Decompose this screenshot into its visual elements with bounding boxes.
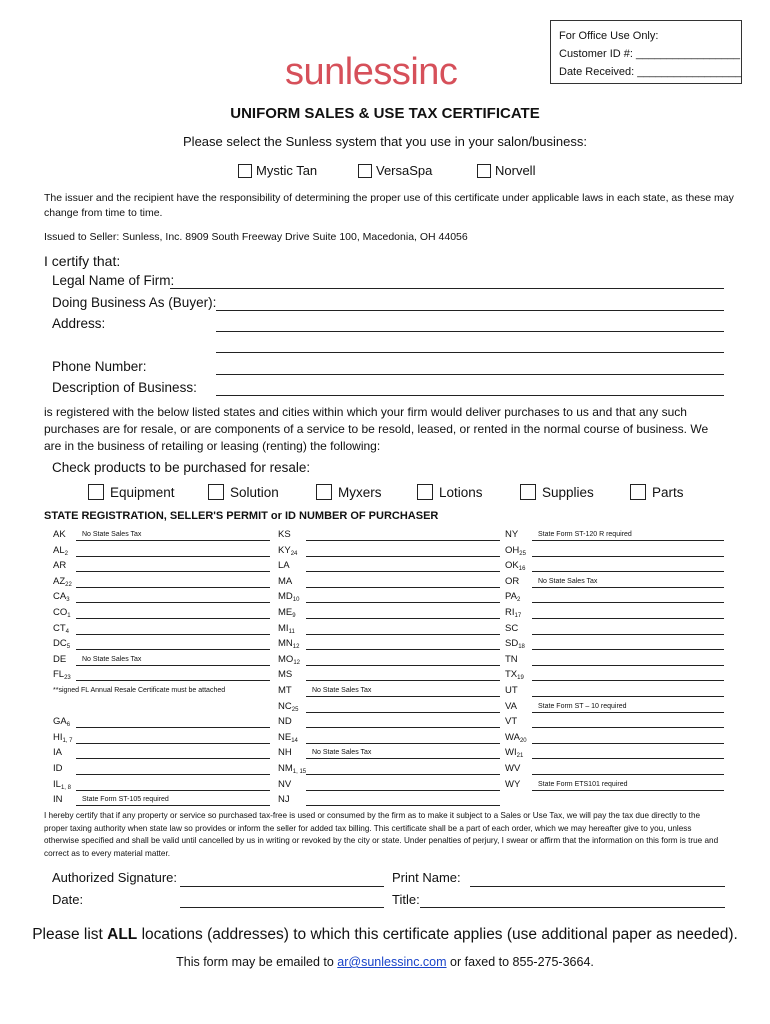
state-permit-field-nc[interactable] (306, 712, 500, 713)
state-code-ar: AR (53, 560, 67, 572)
state-permit-field-ok[interactable] (532, 571, 724, 572)
parts-checkbox[interactable] (630, 484, 646, 500)
product-equipment[interactable] (88, 484, 175, 500)
product-myxers[interactable] (316, 484, 382, 500)
system-option-mystic-tan[interactable] (238, 163, 317, 178)
title-label: Title: (392, 892, 420, 907)
state-code-nc: $NC_{25}$ (278, 700, 299, 713)
state-permit-field-dc[interactable] (76, 649, 270, 650)
state-permit-field-az[interactable] (76, 587, 270, 588)
mystic-tan-checkbox[interactable] (238, 164, 252, 178)
system-option-norvell[interactable] (477, 163, 535, 178)
product-label: Parts (652, 484, 684, 500)
state-permit-field-ne[interactable] (306, 743, 500, 744)
state-code-ut: UT (505, 685, 518, 696)
state-permit-field-al[interactable] (76, 556, 270, 557)
state-permit-field-mn[interactable] (306, 649, 500, 650)
state-code-md: $MD_{10}$ (278, 591, 300, 604)
state-code-wv: WV (505, 763, 521, 774)
registered-text: is registered with the below listed states and cities within which your firm would deliver purchases to us and that any such purchases are for resale, or are components of a service to be resold, leased, or rented in the normal course of business. We are in the business of retailing or leasing (renting) the following: (44, 405, 709, 453)
myxers-checkbox[interactable] (316, 484, 332, 500)
state-permit-field-vt[interactable] (532, 727, 724, 728)
system-label: VersaSpa (376, 163, 433, 178)
office-use-box (550, 20, 742, 84)
state-permit-field-me[interactable] (306, 618, 500, 619)
state-code-fl: $FL_{23}$ (53, 669, 71, 682)
product-solution[interactable] (208, 484, 279, 500)
state-permit-field-nv[interactable] (306, 790, 500, 791)
state-code-tx: $TX_{19}$ (505, 669, 524, 682)
state-code-tn: TN (505, 653, 518, 665)
state-code-sd: $SD_{18}$ (505, 638, 525, 651)
state-code-ak: AK (53, 529, 66, 540)
state-permit-field-sc[interactable] (532, 634, 724, 635)
state-code-ca: $CA_3$ (53, 591, 70, 604)
date-received-field[interactable]: Date Received: _________________ (559, 66, 742, 78)
products-prompt: Check products to be purchased for resale: (52, 460, 311, 475)
state-code-wa: $WA_{20}$ (505, 731, 527, 744)
state-permit-field-ca[interactable] (76, 602, 270, 603)
state-code-me: $ME_9$ (278, 607, 296, 619)
state-code-mt: MT (278, 685, 292, 696)
state-permit-field-wv[interactable] (532, 774, 724, 775)
state-permit-field-ga[interactable] (76, 727, 270, 728)
locations-instruction: Please list ALL locations (addresses) to which this certificate applies (use additional paper as needed). (32, 926, 738, 943)
state-code-ms: MS (278, 669, 293, 681)
state-code-hi: $HI_{1, 7}$ (53, 731, 73, 744)
authorized-signature-field[interactable] (180, 886, 384, 887)
state-note: State Form ST-120 R required (538, 531, 632, 538)
state-permit-field-nh[interactable] (306, 758, 500, 759)
address-field-line2[interactable] (216, 352, 724, 353)
office-use-title: For Office Use Only: (559, 30, 659, 42)
state-code-la: LA (278, 560, 290, 572)
email-link[interactable]: ar@sunlessinc.com (337, 955, 447, 969)
state-code-il: $IL_{1, 8}$ (53, 778, 71, 791)
state-permit-field-de[interactable] (76, 665, 270, 666)
state-permit-field-nd[interactable] (306, 727, 500, 728)
address-label: Address: (52, 316, 106, 331)
state-permit-field-nm[interactable] (306, 774, 500, 775)
state-permit-field-id[interactable] (76, 774, 270, 775)
norvell-checkbox[interactable] (477, 164, 491, 178)
state-permit-field-ut[interactable] (532, 696, 724, 697)
state-note: No State Sales Tax (538, 577, 598, 585)
equipment-checkbox[interactable] (88, 484, 104, 500)
sunless-logo: sunlessinc (285, 51, 458, 93)
dba-label: Doing Business As (Buyer): (52, 295, 217, 310)
state-permit-field-wy[interactable] (532, 790, 724, 791)
state-code-in: IN (53, 794, 63, 806)
state-permit-field-va[interactable] (532, 712, 724, 713)
certify-heading: I certify that: (44, 253, 121, 269)
state-permit-field-ms[interactable] (306, 680, 500, 681)
state-code-ne: $NE_{14}$ (278, 731, 298, 744)
state-permit-field-tn[interactable] (532, 665, 724, 666)
state-code-nd: ND (278, 716, 292, 728)
product-parts[interactable] (630, 484, 684, 500)
product-label: Lotions (439, 484, 483, 500)
state-permit-field-mo[interactable] (306, 665, 500, 666)
solution-checkbox[interactable] (208, 484, 224, 500)
state-note: State Form ST – 10 required (538, 702, 627, 710)
state-code-ok: $OK_{16}$ (505, 560, 526, 573)
state-permit-field-ia[interactable] (76, 758, 270, 759)
state-permit-field-wi[interactable] (532, 758, 724, 759)
state-permit-field-ks[interactable] (306, 540, 500, 541)
state-permit-field-sd[interactable] (532, 649, 724, 650)
responsibility-text: The issuer and the recipient have the responsibility of determining the proper use of this certificate under applicable laws in each state, as these may change from time to time. (44, 192, 734, 219)
lotions-checkbox[interactable] (417, 484, 433, 500)
state-permit-field-il[interactable] (76, 790, 270, 791)
state-note: No State Sales Tax (82, 655, 142, 663)
state-code-sc: SC (505, 622, 519, 634)
state-registration-heading: STATE REGISTRATION, SELLER'S PERMIT or ID NUMBER OF PURCHASER (44, 510, 439, 522)
state-code-nj: NJ (278, 794, 290, 806)
state-code-co: $CO_1$ (53, 607, 71, 619)
system-select-prompt: Please select the Sunless system that you use in your salon/business: (183, 134, 587, 149)
state-permit-field-wa[interactable] (532, 743, 724, 744)
state-permit-field-ky[interactable] (306, 556, 500, 557)
product-label: Solution (230, 484, 279, 500)
state-permit-field-mt[interactable] (306, 696, 500, 697)
state-code-az: $AZ_{22}$ (53, 575, 72, 588)
state-code-or: OR (505, 575, 520, 587)
state-permit-field-or[interactable] (532, 587, 724, 588)
state-code-de: DE (53, 653, 67, 665)
system-label: Norvell (495, 163, 536, 178)
state-permit-field-la[interactable] (306, 571, 500, 572)
state-code-al: $AL_2$ (53, 544, 68, 557)
product-lotions[interactable] (417, 484, 483, 500)
state-code-va: VA (505, 700, 517, 712)
state-code-dc: $DC_5$ (53, 638, 71, 651)
state-code-ma: MA (278, 575, 293, 587)
state-code-ny: NY (505, 529, 519, 540)
state-permit-field-oh[interactable] (532, 556, 724, 557)
state-note: No State Sales Tax (312, 687, 372, 694)
state-code-ga: $GA_6$ (53, 716, 71, 729)
state-code-mn: $MN_{12}$ (278, 638, 300, 651)
state-permit-field-fl[interactable] (76, 680, 270, 681)
state-code-nm: $NM_{1, 15}$ (278, 763, 307, 775)
state-note: State Form ETS101 required (538, 780, 628, 788)
authorized-signature-label: Authorized Signature: (52, 870, 178, 885)
product-label: Supplies (542, 484, 594, 500)
state-code-oh: $OH_{25}$ (505, 544, 526, 557)
address-field-line1[interactable] (216, 331, 724, 332)
state-code-ia: IA (53, 747, 62, 759)
state-permit-field-tx[interactable] (532, 680, 724, 681)
date-label: Date: (52, 892, 84, 907)
print-name-field[interactable] (470, 886, 725, 887)
state-permit-field-ny[interactable] (532, 540, 724, 541)
legal-name-label: Legal Name of Firm: (52, 273, 175, 288)
state-code-ct: $CT_4$ (53, 622, 70, 635)
state-code-vt: VT (505, 716, 518, 728)
customer-id-field[interactable]: Customer ID #: _________________ (559, 48, 741, 60)
state-permit-field-hi[interactable] (76, 743, 270, 744)
state-code-ky: $KY_{24}$ (278, 544, 298, 557)
contact-line: This form may be emailed to ar@sunlessinc.com or faxed to 855-275-3664. (176, 955, 594, 969)
state-code-id: ID (53, 763, 63, 774)
state-code-nv: NV (278, 778, 292, 790)
issued-to-seller: Issued to Seller: Sunless, Inc. 8909 South Freeway Drive Suite 100, Macedonia, OH 44056 (44, 231, 468, 243)
state-permit-field-ak[interactable] (76, 540, 270, 541)
legal-name-field[interactable] (170, 288, 724, 289)
certification-text: I hereby certify that if any property or service so purchased tax-free is used or consumed by the firm as to make it subject to a Sales or Use Tax, we will pay the tax due directly to the proper taxing authority when state law so provides or inform the seller for added tax billing. This certificate shall be a part of each order, which we may hereafter give to you, unless otherwise specified and shall be valid until cancelled by us in writing or revoked by the city or state. Under penalties of perjury, I swear or affirm that the information on this form is true and correct as to every material matter. (44, 811, 719, 858)
state-code-mi: $MI_{11}$ (278, 622, 295, 635)
system-option-versaspa[interactable] (358, 163, 432, 178)
state-permit-field-ar[interactable] (76, 571, 270, 572)
state-note: State Form ST-105 required (82, 796, 169, 804)
title-field[interactable] (420, 907, 725, 908)
state-permit-field-pa[interactable] (532, 602, 724, 603)
state-permit-field-ct[interactable] (76, 634, 270, 635)
state-code-ri: $RI_{17}$ (505, 607, 522, 619)
product-label: Equipment (110, 484, 175, 500)
state-code-nh: NH (278, 747, 292, 759)
system-label: Mystic Tan (256, 163, 318, 178)
fl-certificate-note: **signed FL Annual Resale Certificate must be attached (53, 687, 226, 694)
phone-field[interactable] (216, 374, 724, 375)
form-title: UNIFORM SALES & USE TAX CERTIFICATE (230, 105, 540, 122)
state-code-ks: KS (278, 529, 291, 540)
state-code-mo: $MO_{12}$ (278, 653, 300, 666)
state-code-wy: WY (505, 778, 521, 790)
dba-field[interactable] (216, 310, 724, 311)
state-permit-field-nj[interactable] (306, 805, 500, 806)
state-permit-field-ma[interactable] (306, 587, 500, 588)
state-permit-field-in[interactable] (76, 805, 270, 806)
print-name-label: Print Name: (392, 870, 461, 885)
description-field[interactable] (216, 395, 724, 396)
date-field[interactable] (180, 907, 384, 908)
state-code-wi: $WI_{21}$ (505, 747, 524, 760)
state-permit-field-co[interactable] (76, 618, 270, 619)
state-permit-field-md[interactable] (306, 602, 500, 603)
state-permit-field-mi[interactable] (306, 634, 500, 635)
phone-label: Phone Number: (52, 359, 147, 374)
description-label: Description of Business: (52, 380, 197, 395)
product-label: Myxers (338, 484, 382, 500)
state-permit-field-ri[interactable] (532, 618, 724, 619)
product-supplies[interactable] (520, 484, 594, 500)
state-note: No State Sales Tax (312, 749, 372, 757)
versaspa-checkbox[interactable] (358, 164, 372, 178)
state-note: No State Sales Tax (82, 531, 142, 538)
state-code-pa: $PA_2$ (505, 591, 521, 604)
supplies-checkbox[interactable] (520, 484, 536, 500)
